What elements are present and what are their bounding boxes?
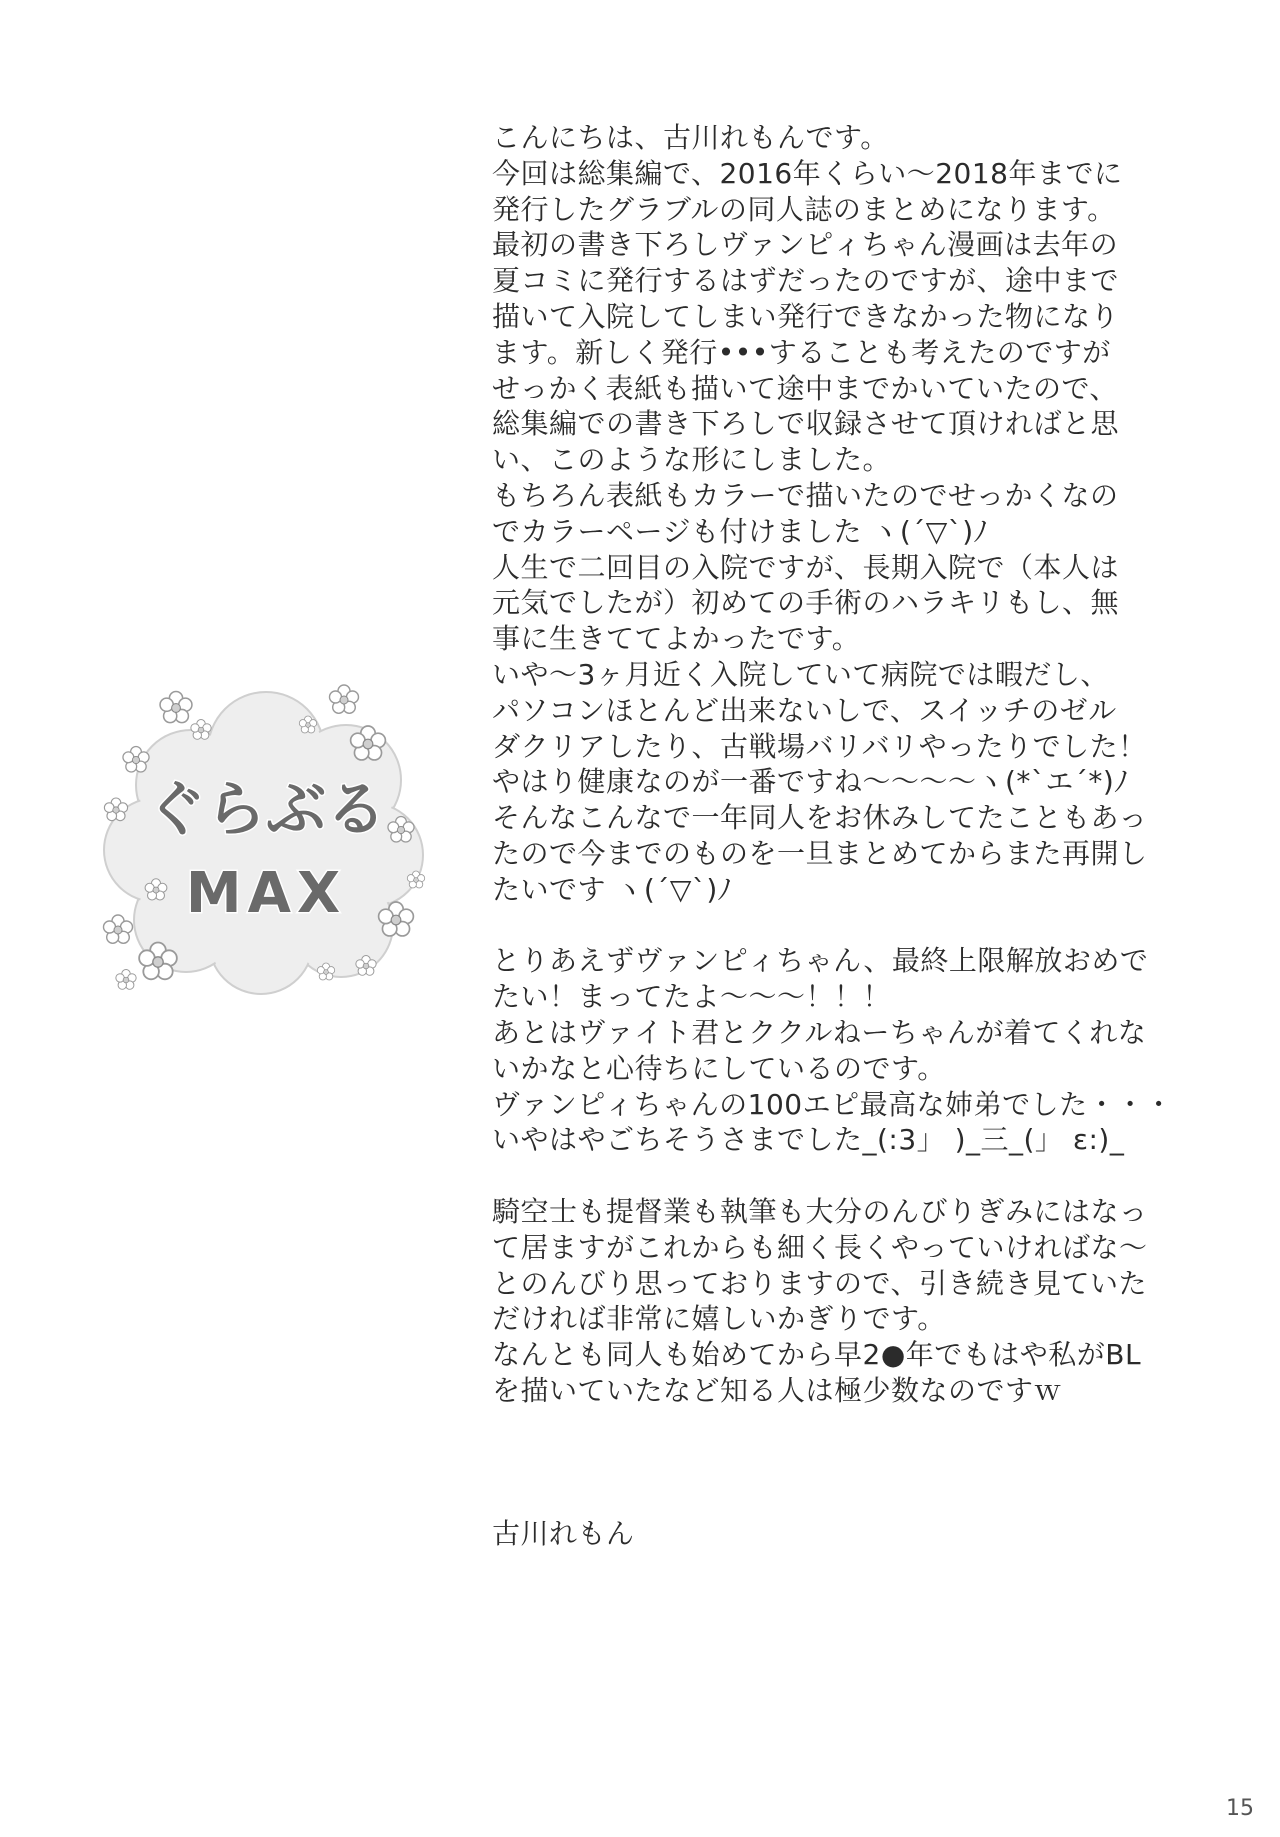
text-line: を描いていたなど知る人は極少数なのですｗ [492,1373,1063,1407]
text-line: パソコンほとんど出来ないしで、スイッチのゼル [492,693,1117,727]
text-line: たい！まってたよ〜〜〜！！！ [492,980,892,1014]
page-number: 15 [1226,1796,1254,1821]
text-line: だければ非常に嬉しいかぎりです。 [492,1302,946,1336]
text-line: 事に生きててよかったです。 [492,622,861,656]
logo-graburu-max [96,680,436,1000]
paragraph-spacer [492,1158,1212,1194]
text-line: 今回は総集編で、2016年くらい〜2018年までに [492,156,1123,190]
text-line: なんとも同人も始めてから早2●年でもはや私がBL [492,1338,1142,1372]
text-line: 人生で二回目の入院ですが、長期入院で（本人は [492,550,1120,584]
paragraph-spacer [492,908,1212,944]
text-line: 発行したグラブルの同人誌のまとめになります。 [492,192,1116,226]
text-line: ヴァンピィちゃんの100エピ最高な姉弟でした・・・ [492,1087,1174,1121]
text-line: たので今までのものを一旦まとめてからまた再開し [492,836,1148,870]
signature: 古川れもん [492,1516,635,1550]
text-line: でカラーページも付けました ヽ(´▽`)ﾉ [492,514,989,548]
text-line: 騎空士も提督業も執筆も大分のんびりぎみにはなっ [492,1194,1148,1228]
text-line: い、このような形にしました。 [492,443,892,477]
text-line: あとはヴァイト君とククルねーちゃんが着てくれな [492,1015,1147,1049]
text-line: せっかく表紙も描いて途中までかいていたので、 [492,371,1118,405]
text-line: 描いて入院してしまい発行できなかった物になり [492,299,1120,333]
afterword-text [492,120,1212,1551]
text-line: ます。新しく発行•••することも考えたのですが [492,335,1111,369]
flower-cloud-emblem-icon [96,680,436,1000]
text-line: て居ますがこれからも細く長くやっていければな〜 [492,1230,1148,1264]
signature-spacer [492,1409,1212,1516]
logo-title-text: ぐらぶる [146,775,386,845]
text-line: とのんびり思っておりますので、引き続き見ていた [492,1266,1147,1300]
text-line: いかなと心待ちにしているのです。 [492,1051,946,1085]
text-line: 元気でしたが）初めての手術のハラキリもし、無 [492,586,1120,620]
logo-subtitle-text: MAX [185,861,347,926]
text-line: もちろん表紙もカラーで描いたのでせっかくなの [492,478,1119,512]
text-line: やはり健康なのが一番ですね〜〜〜〜ヽ(*`エ´*)ﾉ [492,765,1129,799]
text-line: たいです ヽ(´▽`)ﾉ [492,872,733,906]
text-line: ダクリアしたり、古戦場バリバリやったりでした！ [492,729,1147,763]
text-line: 総集編での書き下ろしで収録させて頂ければと思 [492,407,1120,441]
text-line: とりあえずヴァンピィちゃん、最終上限解放おめで [492,944,1149,978]
text-line: いやはやごちそうさまでした_(:3」 )_三_(」 ε:)_ [492,1123,1125,1157]
text-line: こんにちは、古川れもんです。 [492,121,889,154]
text-line: いや〜3ヶ月近く入院していて病院では暇だし、 [492,657,1109,691]
text-line: 最初の書き下ろしヴァンピィちゃん漫画は去年の [492,228,1119,262]
text-line: そんなこんなで一年同人をお休みしてたこともあっ [492,801,1148,835]
text-line: 夏コミに発行するはずだったのですが、途中まで [492,264,1120,298]
